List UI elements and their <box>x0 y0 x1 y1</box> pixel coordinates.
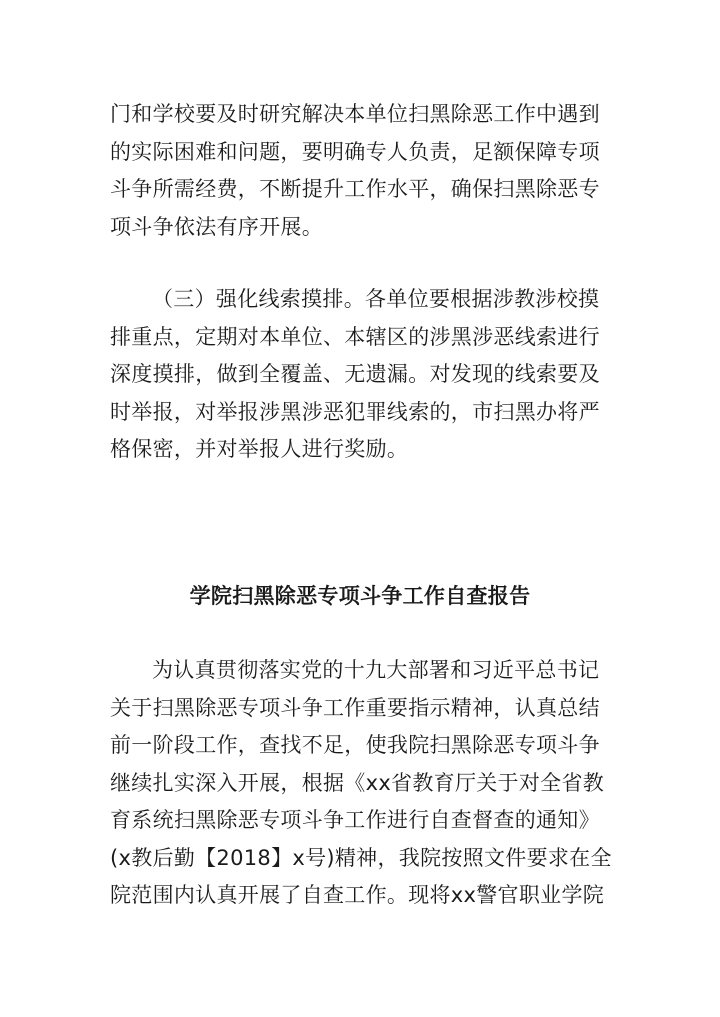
text-line: 深度摸排，做到全覆盖、无遗漏。对发现的线索要及 <box>110 362 600 386</box>
text-line: 前一阶段工作，查找不足，使我院扫黑除恶专项斗争 <box>110 733 600 757</box>
text-line: 继续扎实深入开展，根据《xx省教育厅关于对全省教 <box>110 770 605 795</box>
text-line: （三）强化线索摸排。各单位要根据涉教涉校摸 <box>152 287 600 311</box>
text-line: 时举报，对举报涉黑涉恶犯罪线索的，市扫黑办将严 <box>110 399 600 424</box>
paragraph-report-intro <box>110 652 615 915</box>
text-line: 排重点，定期对本单位、本辖区的涉黑涉恶线索进行 <box>110 324 600 349</box>
text-line: 的实际困难和问题，要明确专人负责，足额保障专项 <box>110 139 600 164</box>
text-line: 项斗争依法有序开展。 <box>110 214 323 239</box>
paragraph-clue-screening <box>110 281 615 469</box>
text-line: 门和学校要及时研究解决本单位扫黑除恶工作中遇到 <box>110 102 600 126</box>
paragraph-continuation <box>110 96 615 246</box>
text-line: 关于扫黑除恶专项斗争工作重要指示精神，认真总结 <box>110 695 600 720</box>
section-title: 学院扫黑除恶专项斗争工作自查报告 <box>189 584 531 608</box>
text-line: 格保密，并对举报人进行奖励。 <box>110 437 409 461</box>
text-line: 斗争所需经费，不断提升工作水平，确保扫黑除恶专 <box>110 177 600 201</box>
text-line: 为认真贯彻落实党的十九大部署和习近平总书记 <box>152 658 600 682</box>
text-line: (x教后勤【2018】x号)精神，我院按照文件要求在全 <box>110 845 612 870</box>
text-line: 院范围内认真开展了自查工作。现将xx警官职业学院 <box>110 883 605 907</box>
text-line: 育系统扫黑除恶专项斗争工作进行自查督查的通知》 <box>110 808 600 832</box>
